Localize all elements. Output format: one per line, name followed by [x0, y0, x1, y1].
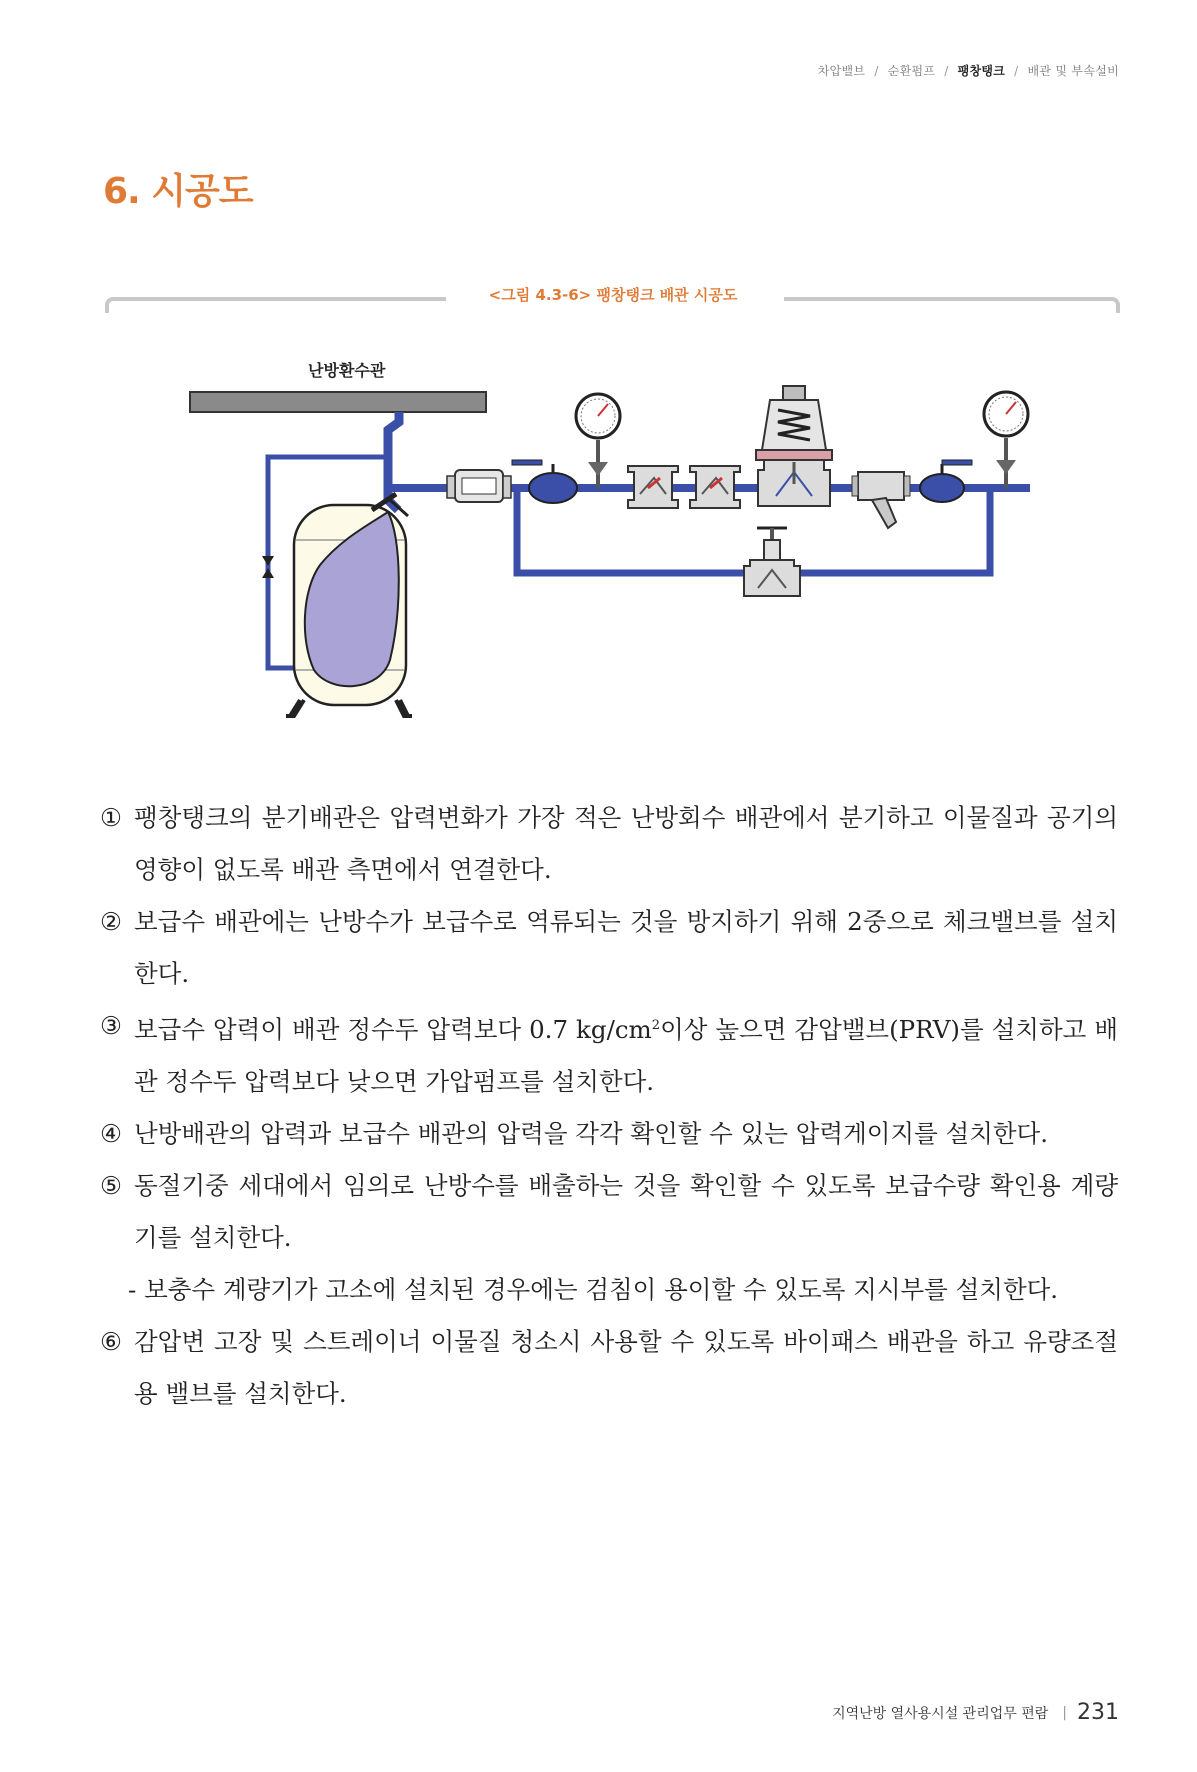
- return-pipe-label: 난방환수관: [308, 361, 386, 380]
- strainer-icon: [852, 472, 910, 528]
- caption-frame-left: [105, 297, 446, 313]
- list-item: ③ 보급수 압력이 배관 정수두 압력보다 0.7 $kg/cm^2$이상 높으면 감압밸브(PRV)를 설치하고 배관 정수두 압력보다 낮으면 가압펌프를 설치한다.: [100, 1011, 1118, 1097]
- breadcrumb: 차압밸브 / 순환펌프 / 팽창탱크 / 배관 및 부속설비: [817, 64, 1119, 78]
- branch-pipe: [388, 412, 399, 488]
- pressure-gauge-1-icon: [576, 394, 620, 488]
- publication-title: 지역난방 열사용시설 관리업무 편람: [832, 1705, 1049, 1722]
- bypass-globe-valve-icon: [744, 528, 800, 596]
- tank-leg-right: [396, 700, 412, 716]
- list-item: ① 팽창탱크의 분기배관은 압력변화가 가장 적은 난방회수 배관에서 분기하고 이물질과 공기의 영향이 없도록 배관 측면에서 연결한다.: [100, 803, 1118, 884]
- tank-leg-left: [286, 700, 304, 716]
- list-item: ④ 난방배관의 압력과 보급수 배관의 압력을 각각 확인할 수 있는 압력게이지를 설치한다.: [100, 1119, 1049, 1149]
- breadcrumb-item[interactable]: 차압밸브: [817, 64, 866, 78]
- ball-valve-2-icon: [920, 460, 972, 502]
- list-item: ② 보급수 배관에는 난방수가 보급수로 역류되는 것을 방지하기 위해 2중으로 체크밸브를 설치한다.: [100, 907, 1118, 988]
- breadcrumb-item[interactable]: 배관 및 부속설비: [1027, 64, 1119, 78]
- page-footer: [832, 1700, 1119, 1725]
- caption-frame-right: [784, 297, 1120, 313]
- ball-valve-1-icon: [512, 460, 577, 503]
- pressure-gauge-2-icon: [984, 392, 1028, 488]
- check-valve-1-icon: [628, 466, 678, 508]
- page-number: 231: [1077, 1700, 1119, 1725]
- pressure-reducing-valve-icon: [756, 386, 832, 506]
- list-subitem: - 보충수 계량기가 고소에 설치된 경우에는 검침이 용이할 수 있도록 지시부를 설치한다.: [128, 1275, 1059, 1305]
- water-meter-icon: [447, 470, 511, 502]
- return-header-pipe: [190, 392, 486, 412]
- breadcrumb-item[interactable]: 순환펌프: [887, 64, 936, 78]
- check-valve-2-icon: [690, 466, 740, 508]
- list-item: ⑥ 감압변 고장 및 스트레이너 이물질 청소시 사용할 수 있도록 바이패스 배관을 하고 유량조절용 밸브를 설치한다.: [100, 1327, 1118, 1409]
- body-text: [100, 792, 1118, 1420]
- list-item: ⑤ 동절기중 세대에서 임의로 난방수를 배출하는 것을 확인할 수 있도록 보급수량 확인용 계량기를 설치한다.: [100, 1171, 1118, 1253]
- piping-diagram: [0, 340, 1197, 730]
- figure-caption: <그림 4.3-6> 팽창탱크 배관 시공도: [488, 286, 738, 304]
- breadcrumb-item-current[interactable]: 팽창탱크: [957, 64, 1006, 78]
- tank-line-check-icon: [262, 556, 274, 566]
- section-title: 6. 시공도: [103, 171, 253, 212]
- footer-divider: |: [1062, 1704, 1067, 1721]
